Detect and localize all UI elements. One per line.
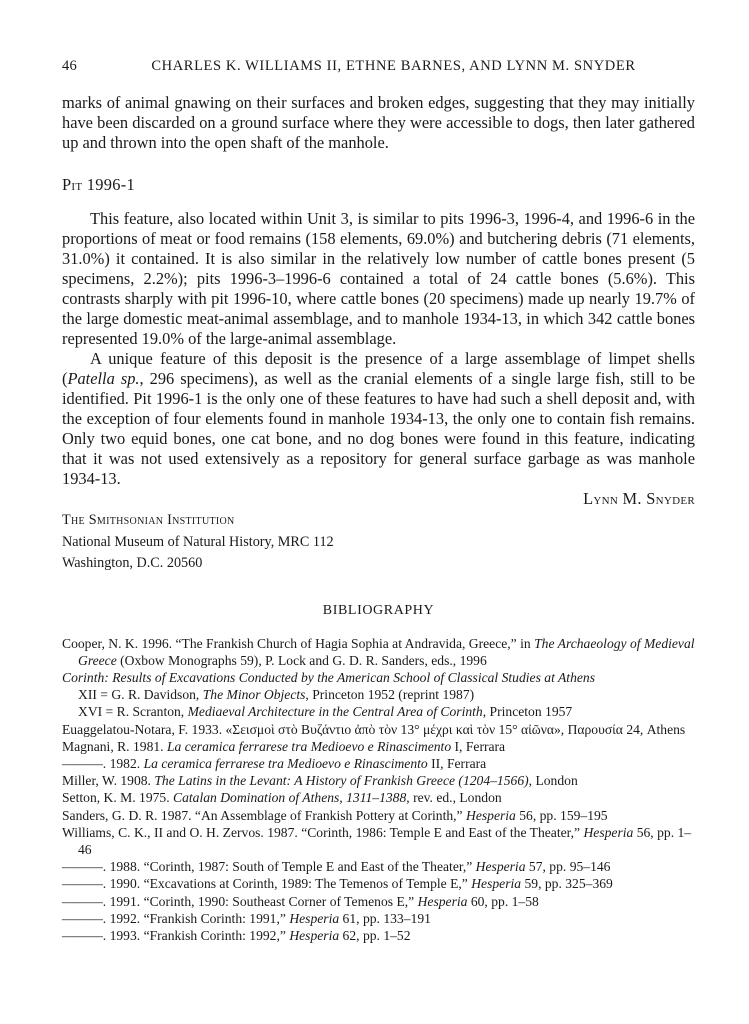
bib-entry: Setton, K. M. 1975. Catalan Domination of Athens, 1311–1388, rev. ed., London	[62, 790, 502, 806]
bib-entry: ———. 1988. “Corinth, 1987: South of Temple E and East of the Theater,” Hesperia 57, pp. 95–146	[62, 859, 611, 875]
article-body	[62, 93, 695, 509]
paragraph-limpet-shells: A unique feature of this deposit is the presence of a large assemblage of limpet shells (Patella sp., 296 specimens), as well as the cranial elements of a single large fish, still to be identified. Pit 1996-1 is the only one of these features to have had such a shell deposit and, with the exception of four elements found in manhole 1934-13, the only one to contain fish remains. Only two equid bones, one cat bone, and no dog bones were found in this feature, indicating that it was not used extensively as a repository for general surface garbage as was manhole 1934-13.	[62, 349, 695, 488]
page-number: 46	[62, 58, 78, 74]
bib-entry: Williams, C. K., II and O. H. Zervos. 1987. “Corinth, 1986: Temple E and East of the Theater,” Hesperia 56, pp. 1–46	[62, 824, 692, 857]
bib-entry: ———. 1992. “Frankish Corinth: 1991,” Hesperia 61, pp. 133–191	[62, 910, 431, 926]
bib-entry: ———. 1991. “Corinth, 1990: Southeast Corner of Temenos E,” Hesperia 60, pp. 1–58	[62, 893, 539, 909]
address-museum: National Museum of Natural History, MRC 112	[62, 533, 334, 550]
address-institution: The Smithsonian Institution	[62, 512, 235, 528]
bib-entry: Corinth: Results of Excavations Conducted by the American School of Classical Studies at Athens	[62, 669, 595, 685]
author-address	[62, 510, 695, 575]
author-signature: Lynn M. Snyder	[583, 489, 695, 508]
address-city: Washington, D.C. 20560	[62, 555, 203, 571]
species-name: Patella sp.	[67, 369, 140, 388]
bib-entry: Magnani, R. 1981. La ceramica ferrarese tra Medioevo e Rinascimento I, Ferrara	[62, 738, 506, 754]
bib-entry: Sanders, G. D. R. 1987. “An Assemblage of Frankish Pottery at Corinth,” Hesperia 56, pp. 159–195	[62, 807, 608, 823]
bib-entry: ———. 1982. La ceramica ferrarese tra Medioevo e Rinascimento II, Ferrara	[62, 755, 487, 771]
bib-subentry: XII = G. R. Davidson, The Minor Objects, Princeton 1952 (reprint 1987)	[78, 687, 475, 703]
bib-subentry: XVI = R. Scranton, Mediaeval Architecture in the Central Area of Corinth, Princeton 1957	[78, 704, 573, 720]
bibliography-title: BIBLIOGRAPHY	[322, 602, 435, 618]
section-heading: Pit 1996-1	[62, 175, 136, 194]
bib-entry: Euaggelatou-Notara, F. 1933. «Σεισμοὶ στὸ Βυζάντιο ἀπὸ τὸν 13° μέχρι καὶ τὸν 15° αἰῶνα», Παρουσία 24, Athens	[62, 721, 686, 737]
bib-entry: ———. 1993. “Frankish Corinth: 1992,” Hesperia 62, pp. 1–52	[62, 927, 411, 943]
page	[62, 58, 695, 944]
bib-entry: ———. 1990. “Excavations at Corinth, 1989: The Temenos of Temple E,” Hesperia 59, pp. 325–369	[62, 876, 613, 892]
bibliography-list	[62, 635, 695, 945]
running-title: CHARLES K. WILLIAMS II, ETHNE BARNES, AND LYNN M. SNYDER	[151, 58, 636, 74]
paragraph-gnawing: marks of animal gnawing on their surfaces and broken edges, suggesting that they may initially have been discarded on a ground surface where they were accessible to dogs, then later gathered up and thrown into the open shaft of the manhole.	[62, 93, 695, 152]
paragraph-pit-feature: This feature, also located within Unit 3, is similar to pits 1996-3, 1996-4, and 1996-6 in the proportions of meat or food remains (158 elements, 69.0%) and butchering debris (71 elements, 31.0%) it contained. It is also similar in the relatively low number of cattle bones present (5 specimens, 2.2%); pits 1996-3–1996-6 contained a total of 24 cattle bones (5.6%). This contrasts sharply with pit 1996-10, where cattle bones (20 specimens) made up nearly 19.7% of the large domestic meat-animal assemblage, and to manhole 1934-13, in which 342 cattle bones represented 19.0% of the large-animal assemblage.	[62, 209, 695, 348]
bib-entry: Cooper, N. K. 1996. “The Frankish Church of Hagia Sophia at Andravida, Greece,” in The Archaeology of Medieval Greece (Oxbow Monographs 59), P. Lock and G. D. R. Sanders, eds., 1996	[62, 635, 695, 668]
running-header	[62, 58, 695, 80]
bib-entry: Miller, W. 1908. The Latins in the Levant: A History of Frankish Greece (1204–1566), London	[62, 773, 578, 789]
